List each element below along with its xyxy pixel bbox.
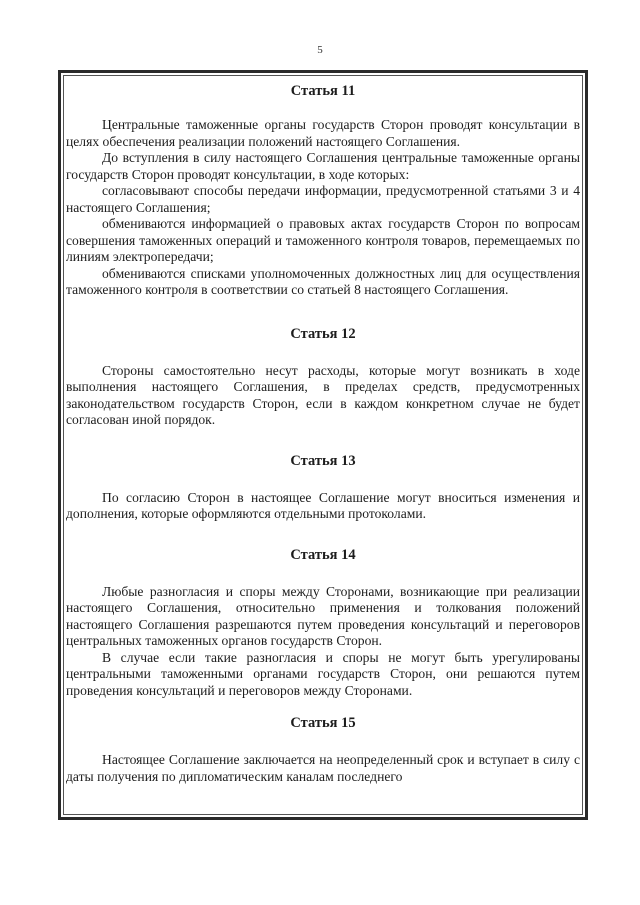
paragraph: согласовывают способы передачи информации, предусмотренной статьями 3 и 4 настоящего Соглашения; <box>66 183 580 215</box>
paragraph: В случае если такие разногласия и споры не могут быть урегулированы центральными таможенными органами государств Сторон, они решаются путем проведения консультаций и переговоров между Сторонами. <box>66 649 580 698</box>
paragraph: обмениваются списками уполномоченных должностных лиц для осуществления таможенного контроля в соответствии со статьей 8 настоящего Соглашения. <box>66 265 580 297</box>
article-title: Статья 12 <box>290 325 356 342</box>
paragraph: Центральные таможенные органы государств Сторон проводят консультации в целях обеспечения реализации положений настоящего Соглашения. <box>66 117 580 149</box>
page-number: 5 <box>317 44 323 56</box>
paragraph: Настоящее Соглашение заключается на неопределенный срок и вступает в силу с даты получения по дипломатическим каналам последнего <box>66 752 580 784</box>
paragraph: До вступления в силу настоящего Соглашения центральные таможенные органы государств Сторон проводят консультации, в ходе которых: <box>66 150 580 182</box>
document-body <box>66 77 580 785</box>
article-title: Статья 13 <box>290 452 356 469</box>
article-11 <box>66 83 580 299</box>
paragraph: Любые разногласия и споры между Сторонами, возникающие при реализации настоящего Соглашения, относительно применения и толкования положений настоящего Соглашения разрешаются путем проведения консультаций и переговоров центральных таможенных органов государств Сторон. <box>66 583 580 648</box>
paragraph: По согласию Сторон в настоящее Соглашение могут вноситься изменения и дополнения, которые оформляются отдельными протоколами. <box>66 489 580 521</box>
paragraph: обмениваются информацией о правовых актах государств Сторон по вопросам совершения таможенных операций и таможенного контроля товаров, перемещаемых по линиям электропередачи; <box>66 216 580 264</box>
article-13 <box>66 453 580 523</box>
article-title: Статья 15 <box>290 715 356 731</box>
article-title: Статья 14 <box>290 546 356 563</box>
article-14 <box>66 547 580 700</box>
document-frame <box>58 70 588 820</box>
article-15 <box>66 715 580 785</box>
article-title: Статья 11 <box>290 83 356 99</box>
paragraph: Стороны самостоятельно несут расходы, которые могут возникать в ходе выполнения настоящего Соглашения, в пределах средств, предусмотренных законодательством государств Сторон, если в каждом конкретном случае не будет согласован иной порядок. <box>66 362 580 427</box>
article-12 <box>66 326 580 429</box>
